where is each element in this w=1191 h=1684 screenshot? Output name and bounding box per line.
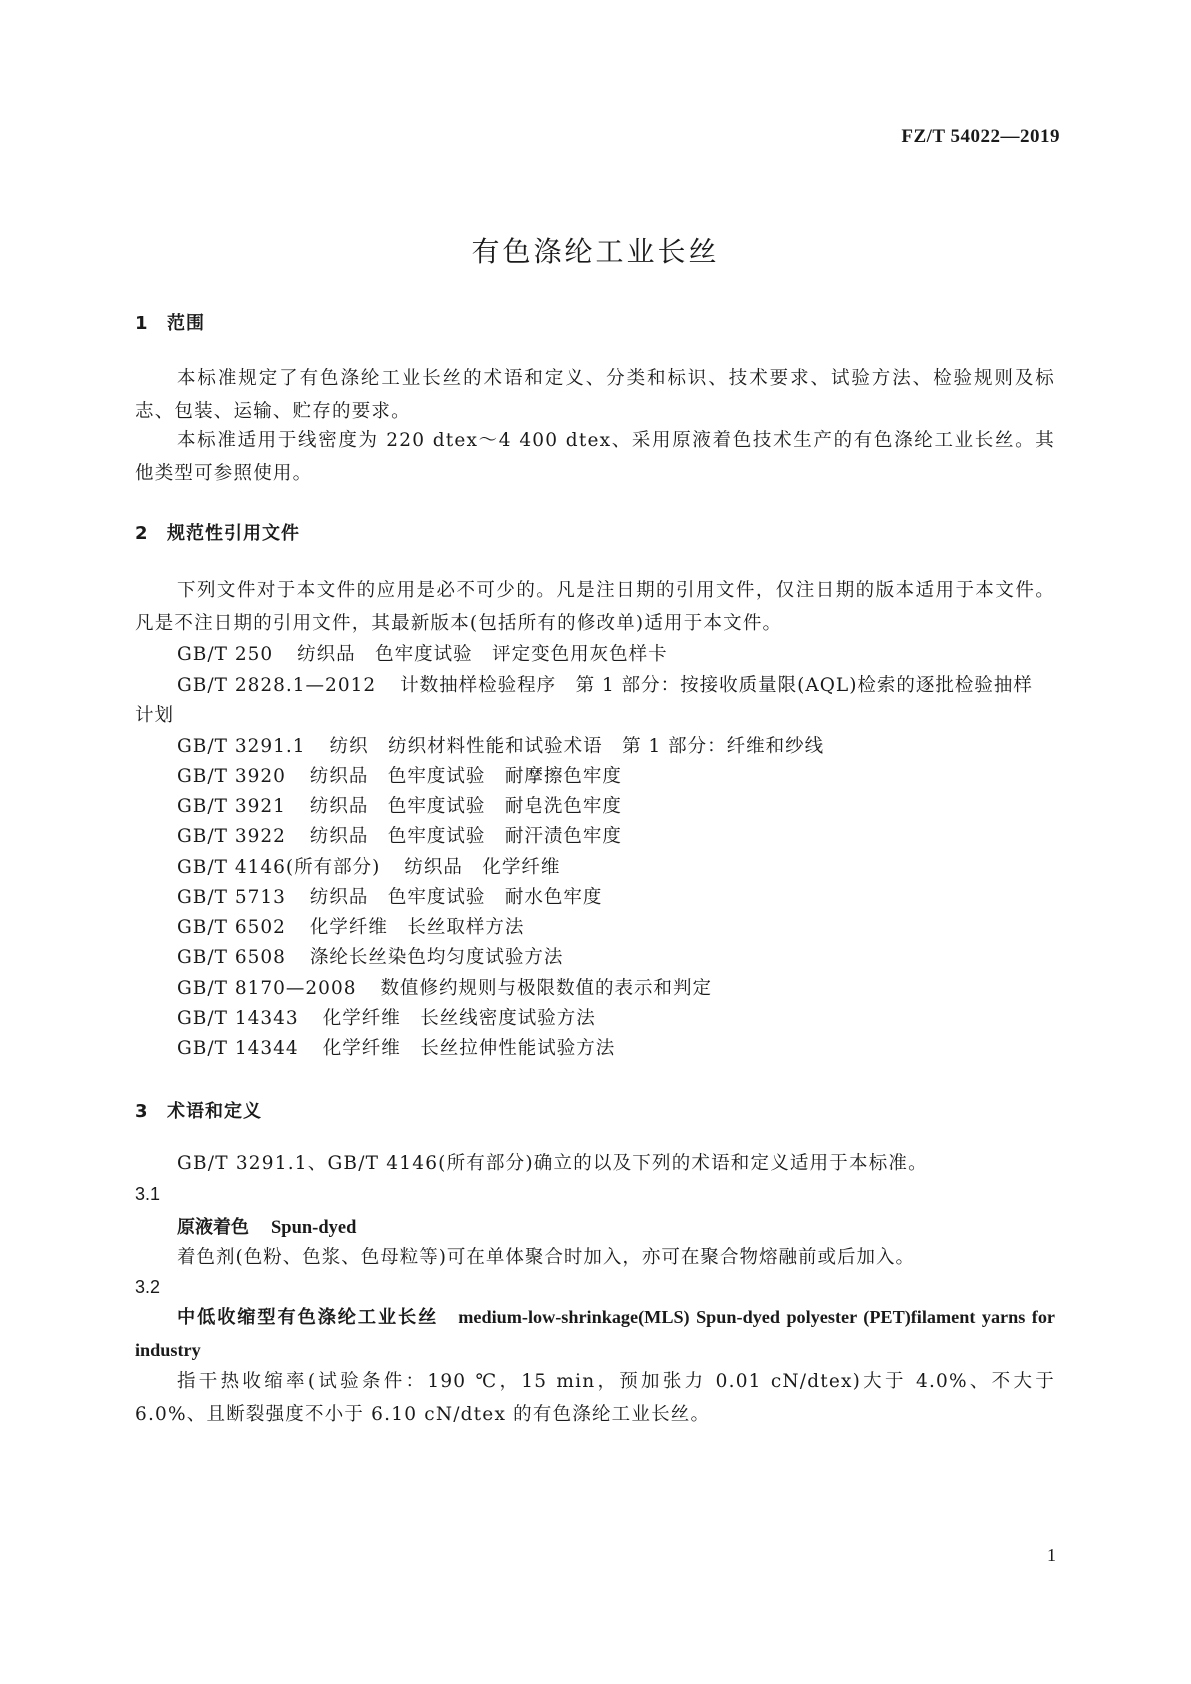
section-3-title: 术语和定义 <box>167 1101 262 1122</box>
section-1-paragraph-2: 本标准适用于线密度为 220 dtex～4 400 dtex、采用原液着色技术生产的有色涤纶工业长丝。其他类型可参照使用。 <box>135 430 1055 484</box>
term-3-1-chinese: 原液着色 <box>177 1217 249 1238</box>
reference-code: GB/T 3291.1 <box>177 736 306 757</box>
standard-code: FZ/T 54022—2019 <box>901 126 1060 147</box>
reference-item <box>177 943 563 969</box>
reference-item <box>177 974 712 1000</box>
reference-item <box>177 1034 615 1060</box>
reference-item <box>177 792 622 818</box>
reference-title: 化学纤维 长丝拉伸性能试验方法 <box>322 1038 616 1059</box>
section-3-heading <box>135 1097 262 1123</box>
reference-title: 化学纤维 长丝线密度试验方法 <box>322 1008 596 1029</box>
reference-item <box>177 732 824 758</box>
reference-title: 纺织品 色牢度试验 耐汗渍色牢度 <box>309 826 622 847</box>
reference-code: GB/T 5713 <box>177 887 286 908</box>
section-3-intro: GB/T 3291.1、GB/T 4146(所有部分)确立的以及下列的术语和定义适用于本标准。 <box>177 1153 928 1174</box>
reference-item <box>177 1004 596 1030</box>
reference-code: GB/T 14344 <box>177 1038 299 1059</box>
document-title: 有色涤纶工业长丝 <box>471 235 720 268</box>
reference-code: GB/T 6502 <box>177 917 286 938</box>
term-3-2-heading <box>135 1301 1055 1367</box>
reference-code: GB/T 4146(所有部分) <box>177 857 381 878</box>
section-1-number: 1 <box>135 313 149 334</box>
term-3-2-number: 3.2 <box>135 1277 161 1297</box>
section-2-number: 2 <box>135 523 149 544</box>
reference-item <box>177 822 622 848</box>
reference-title: 数值修约规则与极限数值的表示和判定 <box>380 978 713 999</box>
reference-code: GB/T 3920 <box>177 766 286 787</box>
reference-item <box>177 913 524 939</box>
section-2-heading <box>135 519 300 545</box>
section-1-title: 范围 <box>167 313 205 334</box>
reference-title: 纺织品 化学纤维 <box>404 857 561 878</box>
reference-item <box>177 640 668 666</box>
reference-title: 计数抽样检验程序 第 1 部分：按接收质量限(AQL)检索的逐批检验抽样 <box>400 675 1033 696</box>
page-number: 1 <box>1047 1545 1056 1565</box>
term-3-1-definition: 着色剂(色粉、色浆、色母粒等)可在单体聚合时加入，亦可在聚合物熔融前或后加入。 <box>177 1247 915 1268</box>
term-3-1-heading <box>177 1213 356 1239</box>
term-3-2-definition: 指干热收缩率(试验条件：190 ℃，15 min，预加张力 0.01 cN/dtex)大于 4.0%、不大于 6.0%、且断裂强度不小于 6.10 cN/dtex 的有色涤纶工业长丝。 <box>135 1371 1055 1425</box>
reference-title: 纺织品 色牢度试验 评定变色用灰色样卡 <box>297 644 668 665</box>
section-2-intro: 下列文件对于本文件的应用是必不可少的。凡是注日期的引用文件，仅注日期的版本适用于本文件。凡是不注日期的引用文件，其最新版本(包括所有的修改单)适用于本文件。 <box>135 580 1055 634</box>
reference-item <box>177 671 1033 697</box>
reference-title: 纺织品 色牢度试验 耐水色牢度 <box>309 887 603 908</box>
term-3-2-english: medium-low-shrinkage(MLS) Spun-dyed polyester (PET)filament yarns for industry <box>135 1307 1055 1360</box>
reference-item <box>177 853 560 879</box>
reference-title-continuation: 计划 <box>135 705 175 726</box>
reference-code: GB/T 2828.1—2012 <box>177 675 377 696</box>
section-3-number: 3 <box>135 1101 149 1122</box>
term-3-2-chinese: 中低收缩型有色涤纶工业长丝 <box>177 1307 439 1328</box>
reference-code: GB/T 3922 <box>177 826 286 847</box>
reference-title: 纺织品 色牢度试验 耐皂洗色牢度 <box>309 796 622 817</box>
reference-item <box>177 762 622 788</box>
reference-item <box>177 883 602 909</box>
section-2-title: 规范性引用文件 <box>167 523 300 544</box>
reference-title: 纺织 纺织材料性能和试验术语 第 1 部分：纤维和纱线 <box>329 736 825 757</box>
section-1-heading <box>135 309 205 335</box>
reference-code: GB/T 6508 <box>177 947 286 968</box>
reference-code: GB/T 14343 <box>177 1008 299 1029</box>
section-1-paragraph-1: 本标准规定了有色涤纶工业长丝的术语和定义、分类和标识、技术要求、试验方法、检验规则及标志、包装、运输、贮存的要求。 <box>135 368 1055 422</box>
term-3-1-english: Spun-dyed <box>271 1218 357 1238</box>
reference-title: 涤纶长丝染色均匀度试验方法 <box>309 947 564 968</box>
reference-code: GB/T 3921 <box>177 796 286 817</box>
reference-title: 纺织品 色牢度试验 耐摩擦色牢度 <box>309 766 622 787</box>
reference-code: GB/T 8170—2008 <box>177 978 357 999</box>
reference-title: 化学纤维 长丝取样方法 <box>309 917 525 938</box>
reference-code: GB/T 250 <box>177 644 274 665</box>
term-3-1-number: 3.1 <box>135 1184 161 1204</box>
